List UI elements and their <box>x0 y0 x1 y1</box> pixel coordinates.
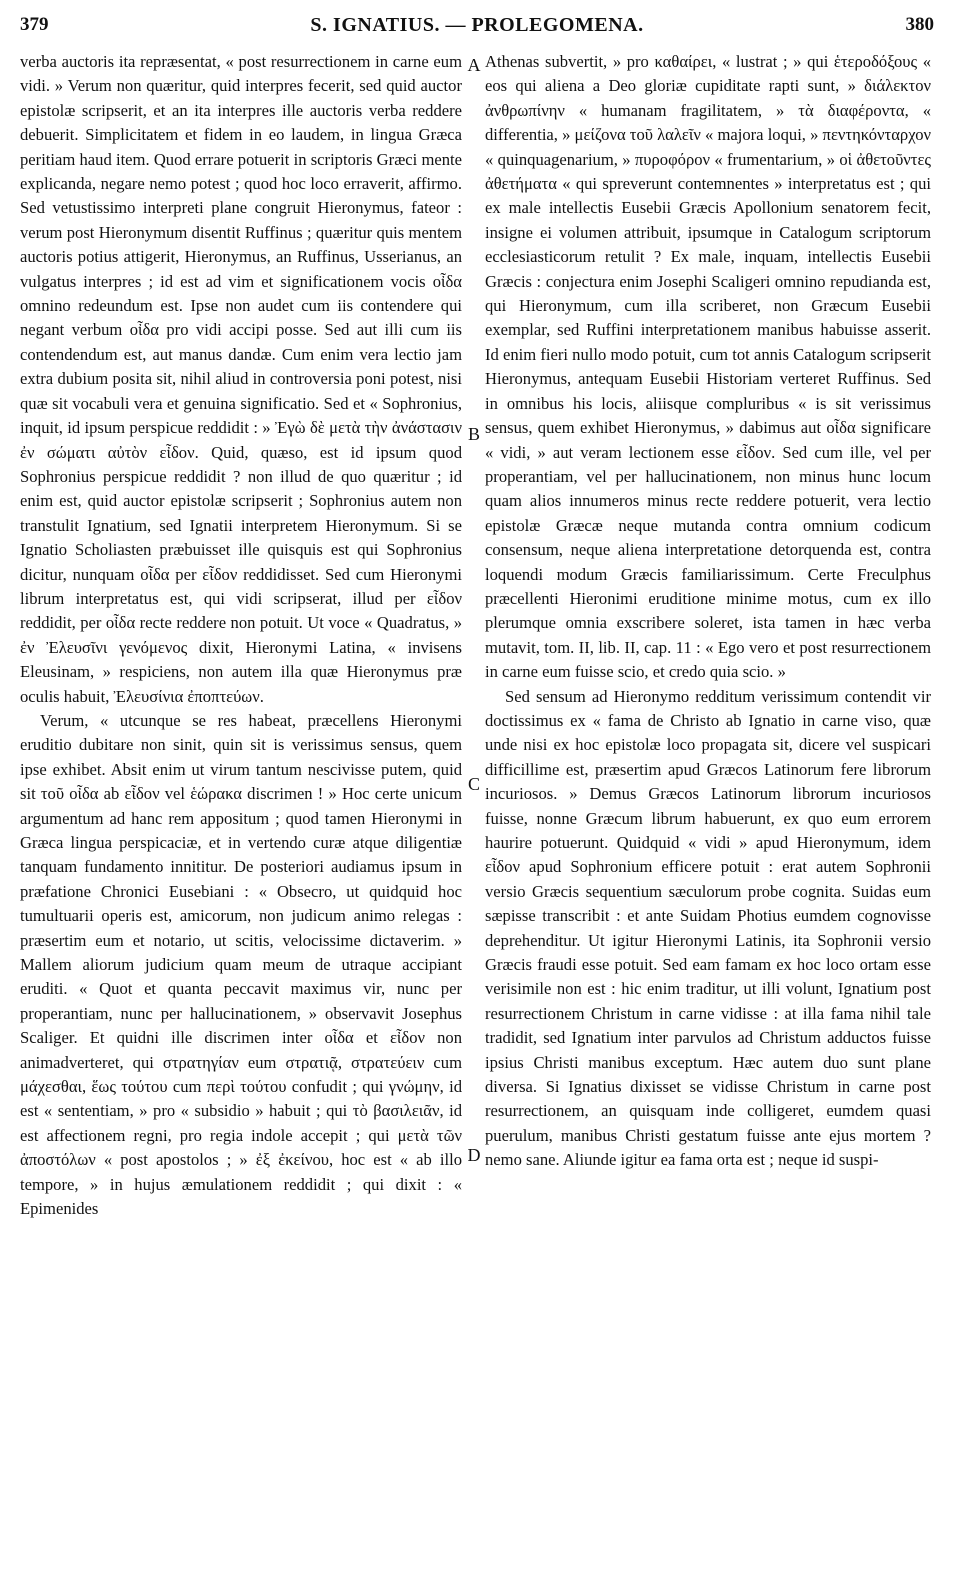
page-number-right: 380 <box>905 14 934 35</box>
margin-letter-c: C <box>467 774 480 794</box>
running-title: S. IGNATIUS. — PROLEGOMENA. <box>310 14 644 36</box>
page-header <box>20 14 934 42</box>
page-number-left: 379 <box>20 14 49 35</box>
margin-letter-a: A <box>467 55 481 75</box>
margin-letter-b: B <box>467 424 480 444</box>
right-paragraph-1: Athenas subvertit, » pro καθαίρει, « lustrat ; » qui ἑτεροδόξους « eos qui aliena a Deo gloriæ cupiditate rapti sunt, » διάλεκτον ἀνθρωπίνην « humanam fragilitatem, » τὰ διαφέροντα, « differentia, » μείζονα τοῦ λαλεῖν « majora loqui, » πεντηκόνταρχον « quinquagenarium, » πυροφόρον « frumentarium, » οἱ ἀθετοῦντες ἀθετήματα « qui spreverunt contemnentes » interpretatus est ; qui ex male intellectis Eusebii Græcis Apollonium senatorem fecit, insigne ei volumen attribuit, ipsumque in Catalogum scriptorum ecclesiasticorum retulit ? Ex male, inquam, intellectis Eusebii Græcis : conjectura enim Josephi Scaligeri omnino repudianda est, qui Hieronymum, cum illa scriberet, non Græcum Eusebii exemplar, sed Ruffini interpretationem manibus habuisse asserit. Id enim fieri nullo modo potuit, cum tot annis Catalogum scripserit Hieronymus, antequam Eusebii Historiam verteret Ruffinus. Sed in omnibus his locis, aliisque compluribus « is sit verissimus sensus, quem exhibet Hieronymus, » dabimus aut οἶδα significare « vidi, » aut veram lectionem esse εἶδον. Sed cum ille, vel per properantiam, vel per hallucinationem, non minus hunc locum quam alios innumeros minus recte reddere potuerit, vera lectio epistolæ Græcæ neque mutanda contra omnium codicum consensum, neque aliena interpretatione detorquenda est, contra loquendi modum Græcis familiarissimum. Certe Freculphus præcellenti Hieronimi eruditione minime motus, cum ex illo plerumque omnia exscribere soleret, ista tamen in hæc verba mutavit, tom. II, lib. II, cap. 11 : « Ego vero et post resurrectionem in carne eum fuisse scio, et credo quia scio. » <box>485 52 931 682</box>
right-paragraph-2: Sed sensum ad Hieronymo redditum verissimum contendit vir doctissimus ex « fama de Christo ab Ignatio in carne viso, quæ unde nisi ex hoc epistolæ loco propagata sit, dicere vel suspicari difficillime est, præsertim apud Græcos Latinorum fere librorum incuriosos. » Demus Græcos Latinorum librorum incuriosos fuisse, nonne Græcum librum habuerunt, ex quo eum errorem haurire potuerunt. Quidquid « vidi » apud Hieronymum, idem εἶδον apud Sophronium efficere potuit : erat autem Sophronii versio Græcis sequentium sæculorum probe cognita. Suidas eum sæpisse transcribit : et ante Suidam Photius eumdem cognovisse deprehenditur. Ut igitur Hieronymi Latinis, ita Sophronii versio Græcis fraudi esse potuit. Sed eam famam ex hoc loco ortam esse verisimile non est : hic enim traditur, ut illi volunt, Ignatium post resurrectionem Christum in carne vidisse : at illa fama nihil tale tradidit, sed Ignatium inter parvulos ad Christum adductos fuisse ipsius Christi manibus exceptum. Hæc autem duo sunt plane diversa. Si Ignatius dixisset se vidisse Christum in carne post resurrectionem, an quisquam inde colligeret, eumdem quasi puerulum, manibus Christi gestatum fuisse ante ejus mortem ? nemo sane. Aliunde igitur ea fama orta est ; neque id suspi- <box>485 686 931 1170</box>
left-paragraph-1: verba auctoris ita repræsentat, « post resurrectionem in carne eum vidi. » Verum non quæritur, quid interpres fecerit, sed quid auctor epistolæ scripserit, et an ita interpres ille auctoris verba reddere debuerit. Simplicitatem et fidem in eo laudem, in lingua Græca peritiam haud item. Quod errare potuerit in scriptoris Græci mente explicanda, negare nemo potest ; quod hoc loco erraverit, affirmo. Sed vetustissimo interpreti plane congruit Hieronymus, fateor : verum post Hieronymum disentit Ruffinus ; quæritur quis mentem auctoris potius attigerit, Hieronymus, an Ruffinus, Usserianus, an vulgatus interpres ; id est ad vim et significationem vocis οἶδα omnino redeundum est. Ipse non audet cum iis contendere qui negant verbum οἶδα pro vidi accipi posse. Sed aut illi cum iis contendendum est, aut manus dandæ. Cum enim vera lectio jam extra dubium posita sit, nihil aliud in controversia poni potest, nisi quæ sit vocabuli vera et genuina significatio. Sed et « Sophronius, inquit, id ipsum perspicue reddidit : » Ἐγὼ δὲ μετὰ τὴν ἀνάστασιν ἐν σώματι αὐτὸν εἶδον. Quid, quæso, est id ipsum quod Sophronius perspicue reddidit ? non illud de quo quæritur ; id enim est, quid auctor epistolæ scripserit ; Sophronius autem non transtulit Ignatium, sed Ignatii interpretem Hieronymum. Si se Ignatio Scholiasten præbuisset ille quisquis est qui Sophronius dicitur, nunquam οἶδα per εἶδον reddidisset. Sed cum Hieronymi librum interpretatus est, qui vidi scripserat, illud per εἶδον reddidit, per οἶδα recte reddere non potuit. Ut voce « Quadratus, » ἐν Ἐλευσῖνι γενόμενος dixit, Hieronymi Latina, « invisens Eleusinam, » respiciens, non autem illa quæ Hieronymus præ oculis habuit, Ἐλευσίνια ἐποπτεύων. <box>20 52 462 706</box>
margin-letter-d: D <box>467 1145 481 1165</box>
left-paragraph-2: Verum, « utcunque se res habeat, præcellens Hieronymi eruditio dubitare non sinit, quin sit is verissimus sensus, quem ipse exhibet. Absit enim ut virum tantum nescivisse putem, quid sit τοῦ οἶδα ab εἶδον vel ἑώρακα discrimen ! » Hoc certe unicum argumentum ad hanc rem appositum ; quod tamen Hieronymi in Græca lingua perspicaciæ, et in vertendo curæ atque diligentiæ tanquam fundamento innititur. De posteriori audiamus ipsum in præfatione Chronici Eusebiani : « Obsecro, ut quidquid hoc tumultuarii operis est, amicorum, non judicum animo relegas : præsertim eum et notario, ut scitis, velocissime dictaverim. » Mallem aliorum judicium quam meum de utraque accipiant eruditi. « Quot et quanta peccavit maximus vir, nunc per properantiam, nunc per hallucinationem, » observavit Josephus Scaliger. Et quidni ille discrimen inter οἶδα et εἶδον non animadverteret, qui στρατηγίαν eum στρατιᾷ, στρατεύειν cum μάχεσθαι, ἕως τούτου cum περὶ τούτου confudit ; qui γνώμην, id est « sententiam, » pro « subsidio » habuit ; qui τὸ βασιλειᾶν, id est affectionem regni, pro regia indole accepit ; qui μετὰ τῶν ἀποστόλων « post apostolos ; » ἐξ ἐκείνου, hoc est « ab illo tempore, » in hujus æmulationem reddidit ; qui dixit : « Epimenides <box>20 710 462 1219</box>
right-column <box>485 50 931 1173</box>
left-column <box>20 50 462 1222</box>
